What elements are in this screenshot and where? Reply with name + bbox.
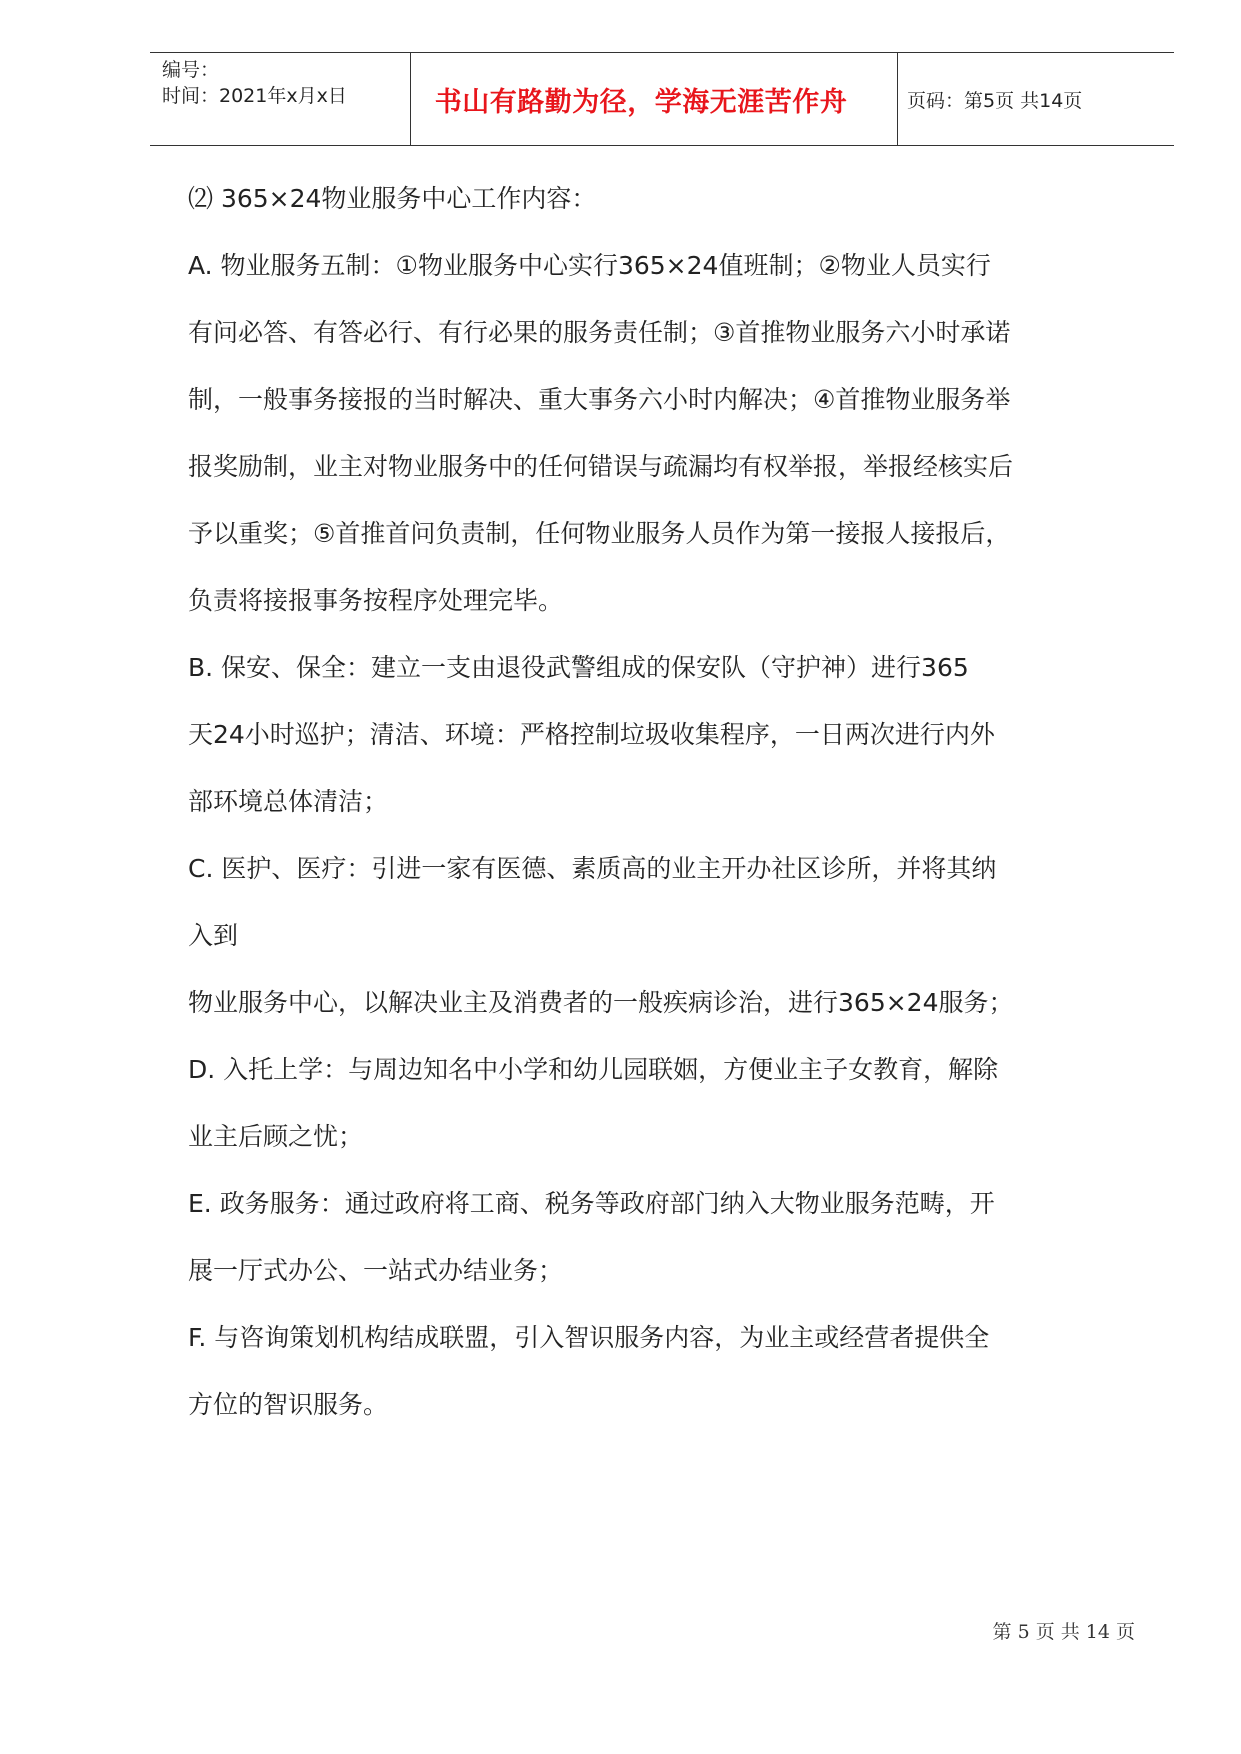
time-label: 时间：2021年x月x日: [162, 85, 347, 107]
page-header: [150, 52, 1174, 146]
header-divider-right: [897, 53, 898, 145]
text-line: B. 保安、保全：建立一支由退役武警组成的保安队（守护神）进行365: [188, 653, 969, 682]
page-footer: 第 5 页 共 14 页: [992, 1621, 1135, 1643]
text-line: 入到: [188, 921, 239, 950]
text-line: 物业服务中心，以解决业主及消费者的一般疾病诊治，进行365×24服务；: [188, 988, 1014, 1017]
text-line: 天24小时巡护；清洁、环境：严格控制垃圾收集程序，一日两次进行内外: [188, 720, 995, 749]
text-line: F. 与咨询策划机构结成联盟，引入智识服务内容，为业主或经营者提供全: [188, 1323, 990, 1352]
text-line: C. 医护、医疗：引进一家有医德、素质高的业主开办社区诊所，并将其纳: [188, 854, 997, 883]
text-line: D. 入托上学：与周边知名中小学和幼儿园联姻，方便业主子女教育，解除: [188, 1055, 999, 1084]
text-line: 制，一般事务接报的当时解决、重大事务六小时内解决；④首推物业服务举: [188, 385, 1011, 414]
text-line: 报奖励制，业主对物业服务中的任何错误与疏漏均有权举报，举报经核实后: [188, 452, 1014, 481]
text-line: 予以重奖；⑤首推首问负责制，任何物业服务人员作为第一接报人接报后，: [188, 519, 1011, 548]
text-line: E. 政务服务：通过政府将工商、税务等政府部门纳入大物业服务范畴，开: [188, 1189, 995, 1218]
text-line: 负责将接报事务按程序处理完毕。: [188, 586, 564, 615]
header-meta: [162, 57, 407, 109]
header-motto: 书山有路勤为径，学海无涯苦作舟: [434, 86, 848, 118]
text-line: 业主后顾之忧；: [188, 1122, 364, 1151]
text-line: 方位的智识服务。: [188, 1390, 389, 1419]
heading-line: ⑵ 365×24物业服务中心工作内容：: [188, 184, 597, 213]
header-page-label: 页码：第5页 共14页: [907, 89, 1083, 112]
text-line: 部环境总体清洁；: [188, 787, 389, 816]
text-line: 展一厅式办公、一站式办结业务；: [188, 1256, 564, 1285]
number-label: 编号：: [162, 59, 220, 81]
text-line: A. 物业服务五制：①物业服务中心实行365×24值班制；②物业人员实行: [188, 251, 991, 280]
text-line: 有问必答、有答必行、有行必果的服务责任制；③首推物业服务六小时承诺: [188, 318, 1011, 347]
